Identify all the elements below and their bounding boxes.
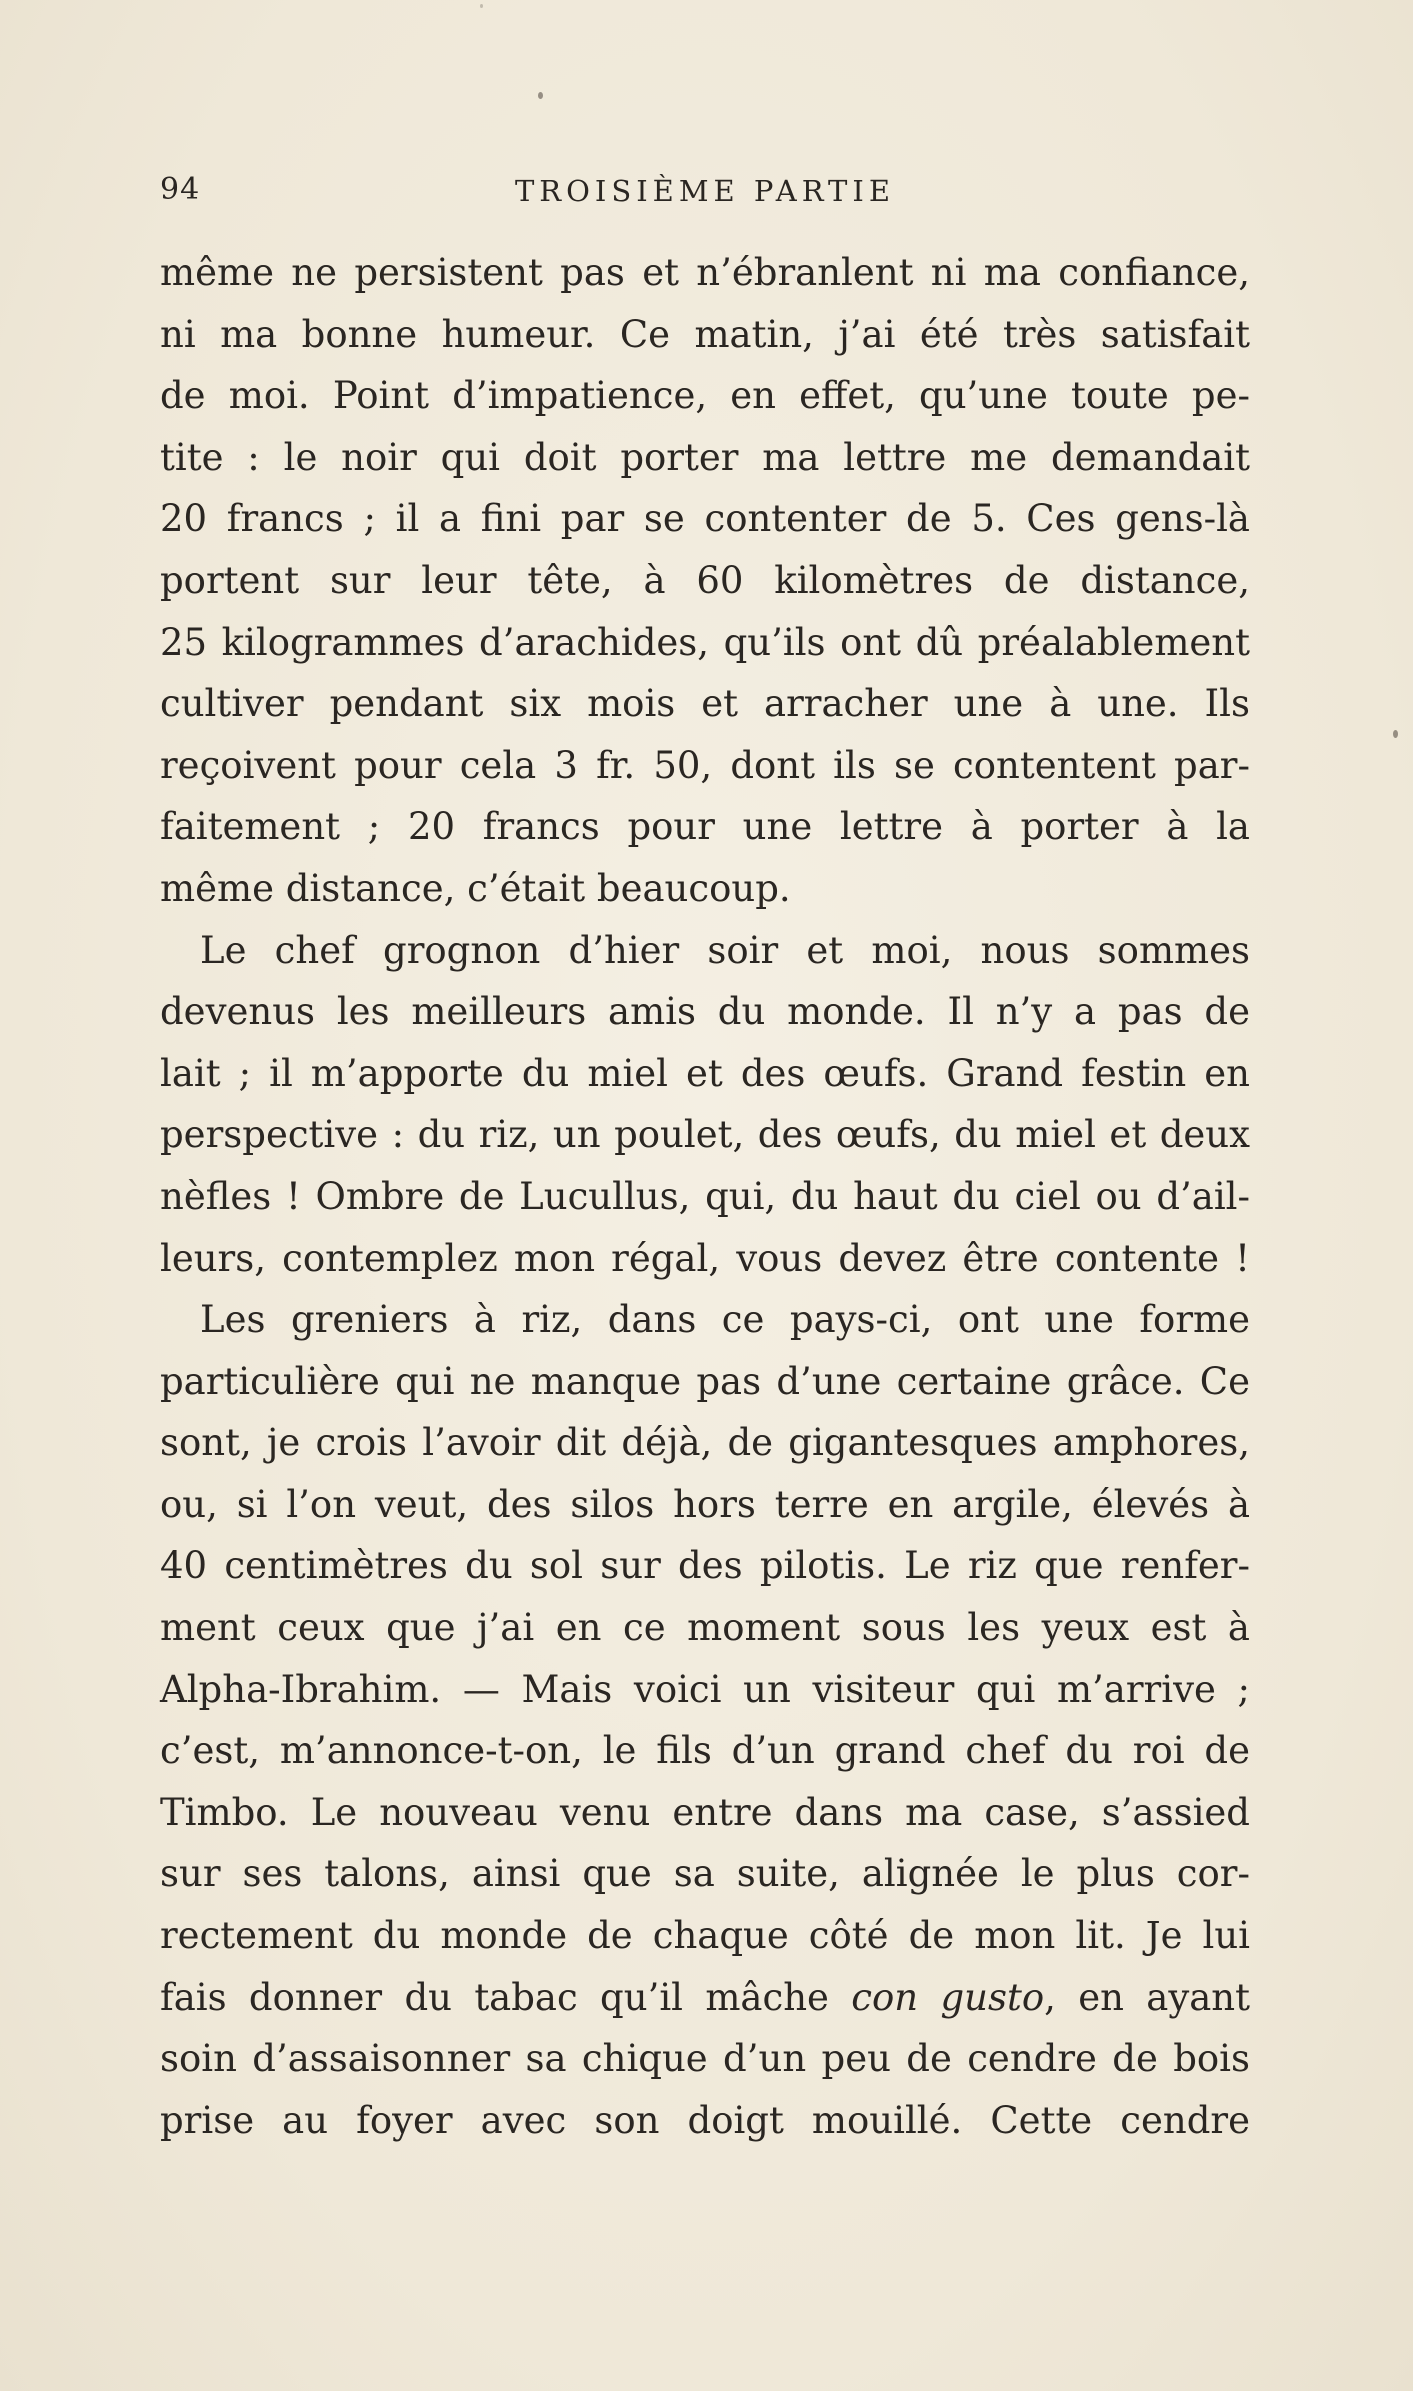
page-header [160, 172, 1250, 220]
text-line: portent sur leur tête, à 60 kilomètres de distance, [160, 558, 1250, 602]
text-line: ou, si l’on veut, des silos hors terre en argile, élevés à [160, 1482, 1250, 1526]
ink-speck [1393, 730, 1398, 738]
text-line: prise au foyer avec son doigt mouillé. Cette cendre [160, 2098, 1250, 2142]
text-line: ni ma bonne humeur. Ce matin, j’ai été très satisfait [160, 312, 1250, 356]
text-line-with-italic [160, 1967, 1250, 2029]
text-line: rectement du monde de chaque côté de mon lit. Je lui [160, 1914, 1250, 1958]
text-line: Alpha-Ibrahim. — Mais voici un visiteur qui m’arrive ; [160, 1667, 1250, 1711]
running-title: TROISIÈME PARTIE [514, 174, 896, 208]
text-line: 40 centimètres du sol sur des pilotis. Le riz que renfer- [160, 1544, 1250, 1588]
text-line: ment ceux que j’ai en ce moment sous les yeux est à [160, 1606, 1250, 1650]
text-line: sur ses talons, ainsi que sa suite, alignée le plus cor- [160, 1852, 1250, 1896]
text-line: Timbo. Le nouveau venu entre dans ma case, s’assied [160, 1790, 1250, 1834]
text-line: cultiver pendant six mois et arracher une à une. Ils [160, 682, 1250, 726]
paragraph-start-line: Le chef grognon d’hier soir et moi, nous sommes [200, 928, 1250, 972]
body-text [160, 242, 1250, 2151]
text-line: sont, je crois l’avoir dit déjà, de gigantesques amphores, [160, 1421, 1250, 1465]
text-line: lait ; il m’apporte du miel et des œufs. Grand festin en [160, 1051, 1250, 1095]
paragraph-end-line: leurs, contemplez mon régal, vous devez être contente ! [160, 1236, 1250, 1280]
text-line: même ne persistent pas et n’ébranlent ni ma confiance, [160, 251, 1250, 294]
ink-speck [538, 92, 543, 99]
text-line: de moi. Point d’impatience, en effet, qu’une toute pe- [160, 374, 1250, 418]
text-line: soin d’assaisonner sa chique d’un peu de cendre de bois [160, 2037, 1250, 2081]
text-fragment: , en ayant [1044, 1975, 1250, 2019]
text-line: c’est, m’annonce-t-on, le fils d’un grand chef du roi de [160, 1729, 1250, 1773]
text-fragment: fais donner du tabac qu’il mâche [160, 1975, 852, 2019]
text-line: tite : le noir qui doit porter ma lettre me demandait [160, 435, 1250, 479]
page-number: 94 [160, 172, 201, 207]
paragraph-end-line: même distance, c’était beaucoup. [160, 866, 791, 910]
text-line: devenus les meilleurs amis du monde. Il n’y a pas de [160, 990, 1250, 1034]
italic-phrase: con gusto [851, 1975, 1045, 2019]
ink-speck [480, 4, 483, 8]
text-line: reçoivent pour cela 3 fr. 50, dont ils se contentent par- [160, 743, 1250, 787]
text-line: perspective : du riz, un poulet, des œufs, du miel et deux [160, 1113, 1250, 1157]
text-line: 20 francs ; il a fini par se contenter de 5. Ces gens-là [160, 497, 1250, 541]
text-line: particulière qui ne manque pas d’une certaine grâce. Ce [160, 1359, 1250, 1403]
text-line: faitement ; 20 francs pour une lettre à porter à la [160, 805, 1250, 849]
text-line: 25 kilogrammes d’arachides, qu’ils ont dû préalablement [160, 620, 1250, 664]
text-line: nèfles ! Ombre de Lucullus, qui, du haut du ciel ou d’ail- [160, 1174, 1250, 1218]
paragraph-start-line: Les greniers à riz, dans ce pays-ci, ont une forme [200, 1298, 1250, 1342]
